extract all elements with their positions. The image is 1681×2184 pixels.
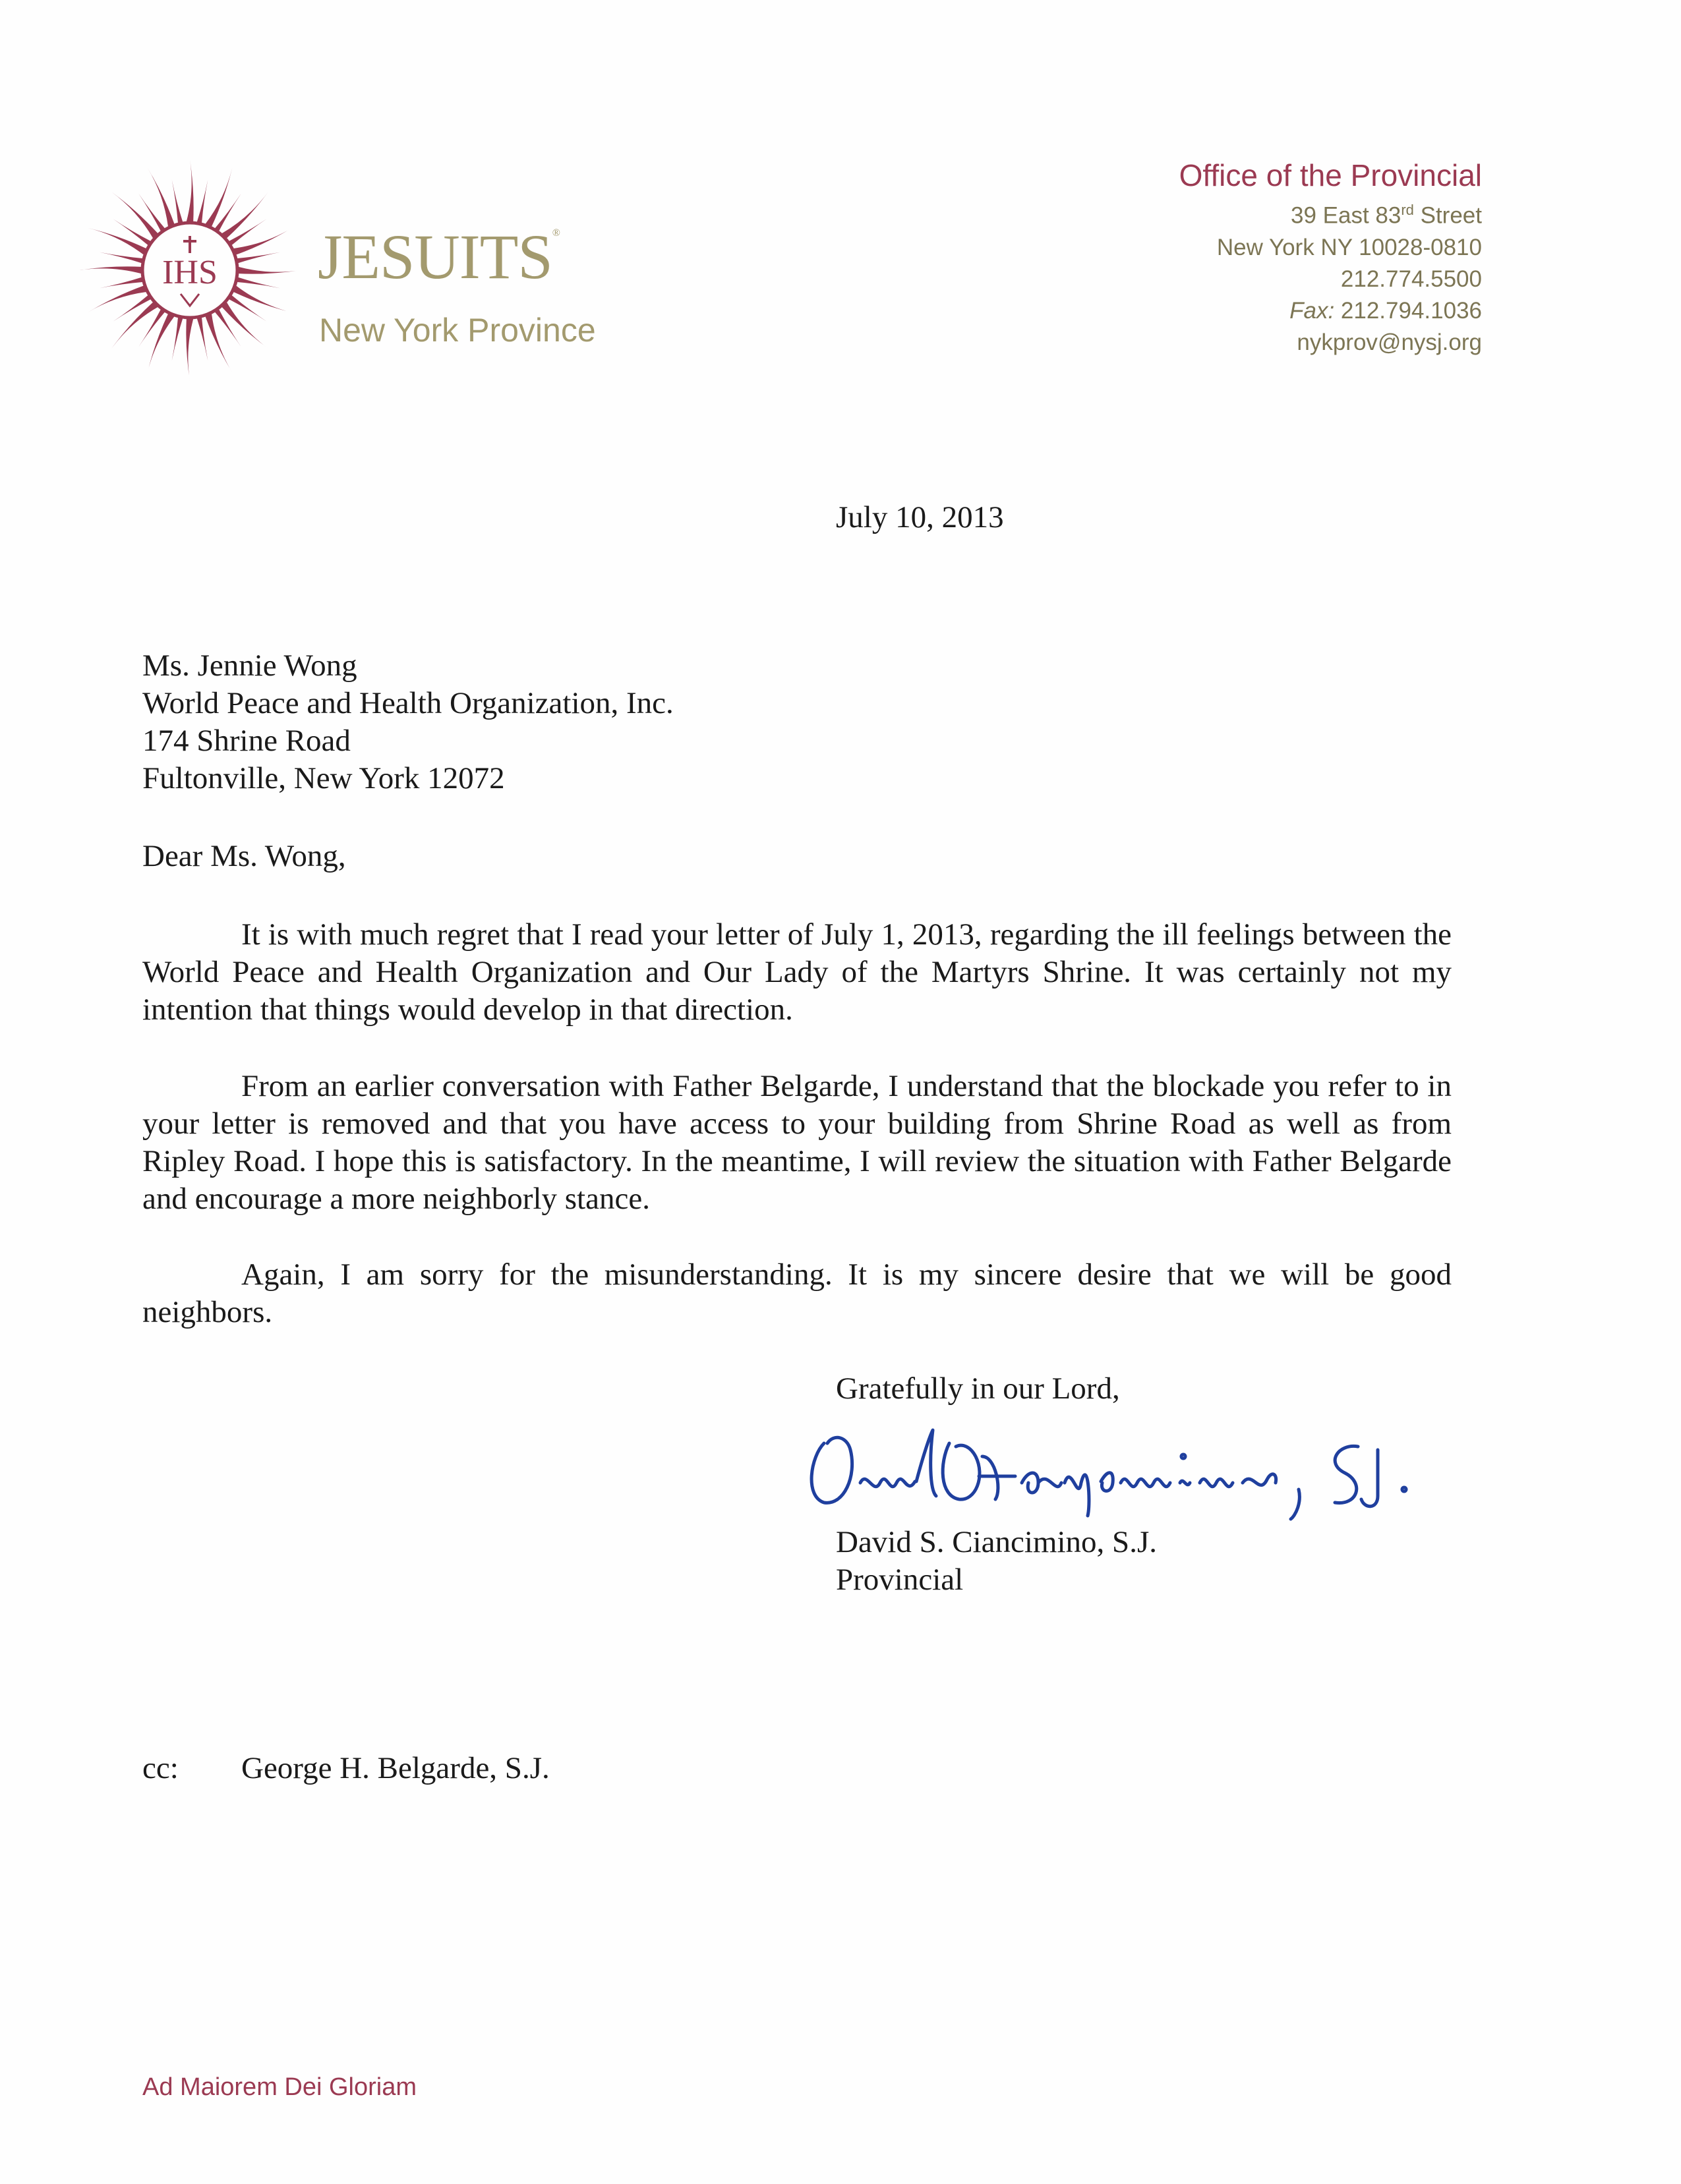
paragraph-text: It is with much regret that I read your letter of July 1, 2013, regarding the ill feelings between the World Peace and Health Organization and Our Lady of the Martyrs Shrine. It was certainly not my intention that things would develop in that direction.	[142, 917, 1452, 1027]
recipient-organization: World Peace and Health Organization, Inc.	[142, 686, 674, 720]
sun-ray	[113, 295, 151, 322]
signer-block	[836, 1524, 1157, 1599]
ihs-monogram: IHS	[162, 254, 218, 291]
fax-number: 212.794.1036	[1334, 297, 1482, 324]
office-title: Office of the Provincial	[1179, 158, 1482, 192]
signer-title: Provincial	[836, 1563, 964, 1597]
body-paragraph	[142, 1068, 1452, 1218]
org-wordmark	[318, 221, 560, 292]
sun-ray	[237, 277, 281, 289]
signature-text: David Ciancimino, S.J.	[798, 1417, 804, 1418]
sun-ray	[111, 302, 158, 349]
sun-ray	[88, 228, 146, 255]
sun-ray	[148, 314, 175, 372]
handwritten-signature	[798, 1417, 1444, 1522]
recipient-city: Fultonville, New York 12072	[142, 761, 505, 795]
sun-ray	[172, 180, 183, 223]
paragraph-text: Again, I am sorry for the misunderstanding. It is my sincere desire that we will be good neighbors.	[142, 1257, 1452, 1329]
email-address: nykprov@nysj.org	[1297, 329, 1482, 355]
office-address-block	[1179, 158, 1482, 359]
street-address	[1179, 194, 1482, 232]
sun-ray	[138, 194, 165, 231]
sun-ray	[79, 266, 141, 273]
sun-ray	[187, 159, 194, 221]
org-name: JESUITS	[318, 221, 552, 292]
body-paragraph	[142, 1256, 1452, 1331]
letter-date: July 10, 2013	[836, 500, 1004, 534]
fax-label: Fax:	[1289, 297, 1335, 324]
street-number: 39 East 83	[1290, 202, 1401, 229]
sun-ray	[222, 302, 268, 349]
paragraph-text: From an earlier conversation with Father Belgarde, I understand that the blockade you refer to in your letter is removed and that you have access to your building from Shrine Road as well as from Ripley Road. I hope this is satisfactory. In the meantime, I will review the situation with Father Belgarde and encourage a more neighborly stance.	[142, 1069, 1452, 1216]
salutation: Dear Ms. Wong,	[142, 839, 346, 873]
phone-number: 212.774.5500	[1340, 266, 1482, 292]
sun-ray	[197, 318, 208, 361]
sun-ray	[229, 219, 266, 245]
sun-ray	[237, 252, 281, 264]
sun-ray	[205, 314, 232, 372]
sun-ray	[239, 267, 301, 274]
sun-ray	[88, 285, 146, 312]
cc-label: cc:	[142, 1751, 179, 1785]
street-word: Street	[1413, 202, 1482, 229]
sun-ray	[186, 319, 193, 381]
sun-ray	[233, 228, 292, 255]
street-ordinal: rd	[1401, 201, 1414, 218]
footer-motto: Ad Maiorem Dei Gloriam	[142, 2073, 417, 2101]
sun-ray	[172, 318, 183, 361]
sun-ray	[233, 285, 292, 312]
recipient-name: Ms. Jennie Wong	[142, 648, 357, 683]
fax-line	[1179, 295, 1482, 327]
carbon-copy-line	[142, 1750, 550, 1786]
sun-ray	[205, 168, 232, 227]
complimentary-closing: Gratefully in our Lord,	[836, 1371, 1120, 1406]
sun-ray	[197, 180, 208, 223]
recipient-street: 174 Shrine Road	[142, 724, 351, 758]
sun-ray	[222, 192, 268, 238]
province-name: New York Province	[319, 312, 596, 349]
jesuit-sunburst-logo	[78, 158, 302, 382]
sun-ray	[215, 309, 241, 347]
sun-ray	[100, 277, 143, 289]
recipient-address	[142, 647, 674, 797]
signer-name: David S. Ciancimino, S.J.	[836, 1525, 1157, 1559]
body-paragraph	[142, 916, 1452, 1029]
sun-ray	[111, 192, 158, 238]
city-line: New York NY 10028-0810	[1216, 234, 1482, 260]
sun-ray	[148, 168, 175, 227]
cc-name: George H. Belgarde, S.J.	[241, 1751, 550, 1785]
trademark: ®	[552, 227, 560, 239]
sun-ray	[100, 252, 143, 264]
